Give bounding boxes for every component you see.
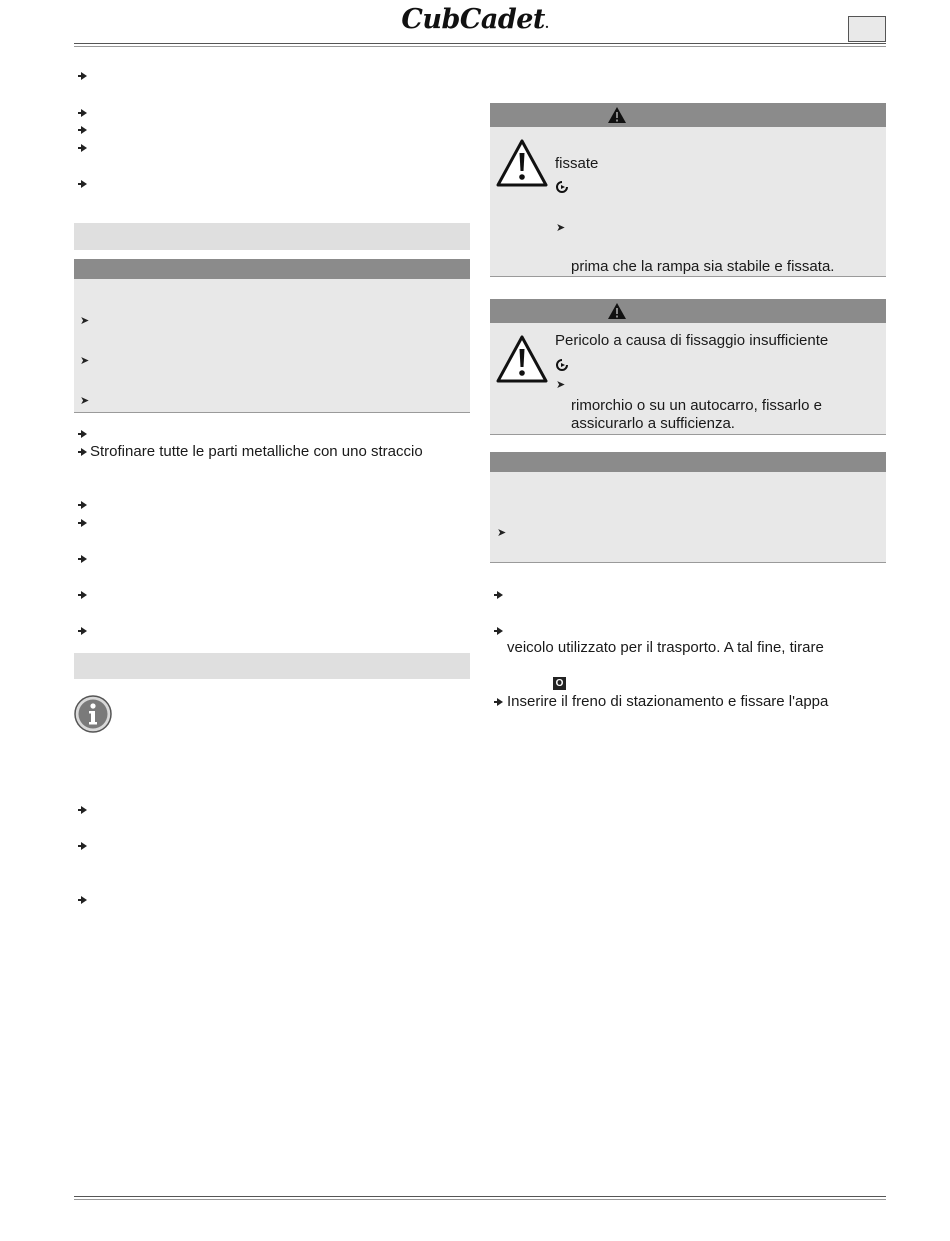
footer-rule-thin xyxy=(74,1199,886,1200)
brand-logo: CubCadet. xyxy=(401,4,549,35)
arrow-right-icon xyxy=(78,121,86,139)
warning-heading-bar xyxy=(490,299,886,323)
off-symbol: O xyxy=(553,677,566,690)
arrow-right-icon xyxy=(494,622,502,640)
warning-triangle-icon xyxy=(607,302,627,325)
header-rule xyxy=(74,43,886,44)
info-icon xyxy=(74,695,112,733)
arrow-right-icon xyxy=(78,425,86,443)
circle-arrow-icon xyxy=(556,180,568,198)
note-heading-bar xyxy=(74,259,470,279)
arrow-right-icon xyxy=(78,891,86,909)
warning1-text-line1: fissate xyxy=(555,155,599,172)
chevron-right-icon: ➤ xyxy=(80,355,90,367)
warning2-text-line2: rimorchio o su un autocarro, fissarlo e xyxy=(571,397,822,414)
arrow-right-icon xyxy=(78,496,86,514)
warning2-title: Pericolo a causa di fissaggio insufficiente xyxy=(555,332,829,349)
page-number-box xyxy=(848,16,886,42)
chevron-right-icon: ➤ xyxy=(556,222,566,234)
note-heading-bar xyxy=(490,452,886,472)
warning2-text-line3: assicurarlo a sufficienza. xyxy=(571,415,735,432)
transport-text: veicolo utilizzato per il trasporto. A tal fine, tirare xyxy=(507,639,824,656)
step-text-wipe: Strofinare tutte le parti metalliche con uno straccio xyxy=(90,443,423,460)
arrow-right-icon xyxy=(78,139,86,157)
footer-rule xyxy=(74,1196,886,1197)
chevron-right-icon: ➤ xyxy=(80,395,90,407)
arrow-right-icon xyxy=(494,693,502,711)
warning-heading-bar xyxy=(490,103,886,127)
warning-triangle-icon xyxy=(607,106,627,129)
arrow-right-icon xyxy=(78,443,86,461)
header-rule-thin xyxy=(74,46,886,47)
section-heading-bar xyxy=(74,223,470,250)
arrow-right-icon xyxy=(78,175,86,193)
warning1-text-last: prima che la rampa sia stabile e fissata. xyxy=(571,258,835,275)
arrow-right-icon xyxy=(78,550,86,568)
arrow-right-icon xyxy=(78,586,86,604)
arrow-right-icon xyxy=(78,837,86,855)
warning-triangle-icon xyxy=(496,139,548,192)
note-panel xyxy=(74,279,470,413)
arrow-right-icon xyxy=(494,586,502,604)
chevron-right-icon: ➤ xyxy=(497,527,507,539)
chevron-right-icon: ➤ xyxy=(556,379,566,391)
arrow-right-icon xyxy=(78,801,86,819)
note-panel xyxy=(490,472,886,563)
arrow-right-icon xyxy=(78,104,86,122)
parking-brake-text: Inserire il freno di stazionamento e fissare l'appa xyxy=(507,693,829,710)
arrow-right-icon xyxy=(78,514,86,532)
arrow-right-icon xyxy=(78,67,86,85)
section-heading-bar xyxy=(74,653,470,679)
warning-panel xyxy=(490,127,886,277)
arrow-right-icon xyxy=(78,622,86,640)
circle-arrow-icon xyxy=(556,358,568,376)
chevron-right-icon: ➤ xyxy=(80,315,90,327)
warning-triangle-icon xyxy=(496,335,548,388)
